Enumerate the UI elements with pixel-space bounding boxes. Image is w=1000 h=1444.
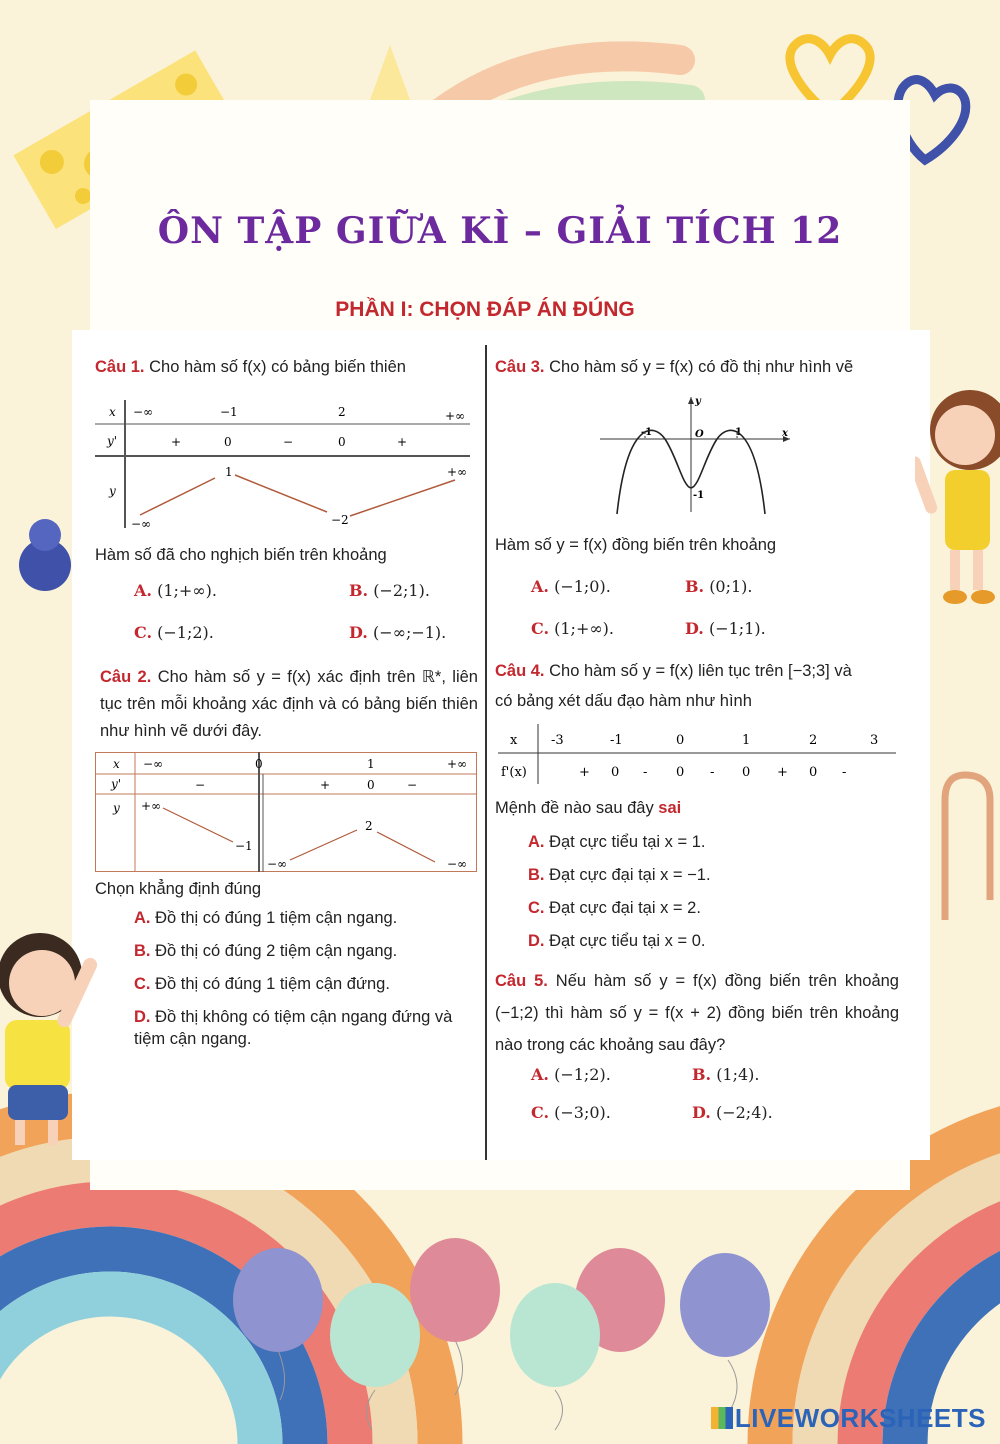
q2-option-d-label: D. (134, 1008, 151, 1026)
q4-option-d[interactable] (528, 930, 706, 952)
q1-yp-val: + (171, 435, 182, 449)
q4-fp-val: - (643, 765, 648, 780)
q5-option-c[interactable] (531, 1102, 611, 1124)
q1-x-head: x (109, 405, 116, 419)
q3-tick: 1 (735, 427, 742, 438)
q3-option-d[interactable] (685, 618, 766, 640)
q1-option-d-label: D. (349, 623, 368, 642)
q4-label: Câu 4. (495, 662, 545, 680)
q4-x-val: -3 (551, 733, 564, 748)
q2-option-b-label: B. (134, 942, 151, 960)
q4-stem-line2: có bảng xét dấu đạo hàm như hình (495, 692, 752, 710)
q4-fp-val: 0 (742, 765, 751, 780)
q4-x-val: 0 (676, 733, 685, 748)
q3-x-axis-label: x (782, 428, 788, 439)
q3-tick: -1 (641, 427, 653, 438)
q2-option-a-text: Đồ thị có đúng 1 tiệm cận ngang. (155, 909, 398, 927)
q1-option-c-text: (−1;2). (157, 623, 214, 642)
q5-option-a-label: A. (531, 1065, 549, 1084)
q4-fp-val: 0 (611, 765, 620, 780)
q4-text1: Cho hàm số y = f(x) liên tục trên [−3;3] và (549, 662, 852, 680)
q2-option-c-text: Đồ thị có đúng 1 tiệm cận đứng. (155, 975, 390, 993)
q2-option-a-label: A. (134, 909, 151, 927)
q4-option-b[interactable] (528, 864, 711, 886)
q1-option-b-text: (−2;1). (373, 581, 430, 600)
q5-stem (495, 965, 899, 1061)
q2-yp-val: 0 (367, 778, 375, 792)
paperclip-icon (945, 775, 990, 920)
q4-fp-val: 0 (809, 765, 818, 780)
q2-x-val: 1 (367, 757, 375, 771)
q1-yp-head: y' (107, 434, 118, 448)
q4-fp-val: + (777, 765, 788, 780)
q4-option-d-label: D. (528, 932, 545, 950)
q2-option-b-text: Đồ thị có đúng 2 tiệm cận ngang. (155, 942, 398, 960)
q1-y-val: −∞ (131, 517, 152, 531)
q3-prompt: Hàm số y = f(x) đồng biến trên khoảng (495, 536, 777, 554)
q5-option-b[interactable] (692, 1064, 760, 1086)
flower-icon (19, 519, 71, 591)
page-title: ÔN TẬP GIỮA KÌ – GIẢI TÍCH 12 (157, 210, 843, 252)
q1-x-val: 2 (338, 405, 346, 419)
q2-option-d-text: Đồ thị không có tiệm cận ngang đứng và tiệm cận ngang. (134, 1008, 453, 1048)
brand-watermark (711, 1403, 986, 1434)
brand-text: LIVEWORKSHEETS (734, 1403, 986, 1433)
q3-y-axis-label: y (695, 396, 701, 407)
q4-prompt (495, 797, 681, 819)
q4-option-b-text: Đạt cực đại tại x = −1. (549, 866, 711, 884)
q4-x-val: -1 (610, 733, 623, 748)
q5-option-a-text: (−1;2). (554, 1065, 611, 1084)
boy-illustration (0, 915, 115, 1145)
q5-option-c-label: C. (531, 1103, 550, 1122)
q1-y-head: y (109, 484, 116, 498)
q2-x-val: −∞ (143, 757, 164, 771)
q1-yp-val: − (283, 435, 294, 449)
q1-x-val: −1 (220, 405, 238, 419)
q1-stem (95, 356, 406, 378)
q3-option-b-text: (0;1). (709, 577, 753, 596)
q1-x-val: +∞ (445, 409, 466, 423)
q4-x-val: 3 (870, 733, 879, 748)
q3-option-c-text: (1;+∞). (554, 619, 614, 638)
q3-option-a[interactable] (531, 576, 611, 598)
q2-y-val: 2 (365, 819, 373, 833)
q4-fp-val: + (579, 765, 590, 780)
q2-option-c-label: C. (134, 975, 151, 993)
q2-prompt: Chọn khẳng định đúng (95, 880, 262, 898)
q2-y-val: −1 (235, 839, 253, 853)
q5-option-d-text: (−2;4). (715, 1103, 773, 1122)
q2-text: Cho hàm số y = f(x) xác định trên ℝ*, liên tục trên mỗi khoảng xác định và có bảng biến thiên như hình vẽ dưới đây. (100, 668, 478, 740)
q2-y-val: −∞ (267, 857, 288, 871)
q4-stem-line1 (495, 660, 852, 682)
q1-prompt: Hàm số đã cho nghịch biến trên khoảng (95, 546, 387, 564)
q4-option-b-label: B. (528, 866, 545, 884)
q2-option-c[interactable] (134, 973, 390, 995)
q3-tick: O (695, 429, 704, 440)
q1-option-c[interactable] (134, 622, 214, 644)
q3-option-d-text: (−1;1). (708, 619, 766, 638)
q5-option-d-label: D. (692, 1103, 711, 1122)
q4-prompt-main: Mệnh đề nào sau đây (495, 799, 654, 817)
q4-fp-head: f'(x) (501, 765, 527, 780)
q3-label: Câu 3. (495, 358, 545, 376)
q3-option-a-text: (−1;0). (554, 577, 611, 596)
q2-y-head: y (113, 801, 120, 815)
q3-option-b[interactable] (685, 576, 753, 598)
q1-yp-val: 0 (338, 435, 346, 449)
q3-text: Cho hàm số y = f(x) có đồ thị như hình vẽ (549, 358, 854, 376)
q1-yp-val: + (397, 435, 408, 449)
q2-yp-val: − (407, 778, 418, 792)
q4-prompt-emphasis: sai (658, 799, 682, 817)
q2-option-a[interactable] (134, 907, 397, 929)
q2-x-val: +∞ (447, 757, 468, 771)
q5-option-a[interactable] (531, 1064, 611, 1086)
q2-variation-table (95, 752, 478, 874)
q3-option-a-label: A. (531, 577, 549, 596)
q2-y-val: −∞ (447, 857, 468, 871)
q1-option-d-text: (−∞;−1). (372, 623, 447, 642)
q2-yp-val: + (320, 778, 331, 792)
q2-option-d[interactable] (134, 1006, 479, 1050)
brand-logo-icon (711, 1407, 733, 1429)
q3-option-c-label: C. (531, 619, 550, 638)
q1-y-val: +∞ (447, 465, 468, 479)
section-heading: PHẦN I: CHỌN ĐÁP ÁN ĐÚNG (335, 298, 635, 321)
girl-illustration (915, 375, 1000, 615)
q3-option-b-label: B. (685, 577, 705, 596)
q3-tick: -1 (693, 490, 705, 501)
q1-option-b-label: B. (349, 581, 369, 600)
q4-sign-table (498, 724, 898, 786)
q4-option-a-text: Đạt cực tiểu tại x = 1. (549, 833, 706, 851)
q5-option-c-text: (−3;0). (554, 1103, 611, 1122)
q1-option-b[interactable] (349, 580, 430, 602)
q1-option-a-text: (1;+∞). (157, 581, 217, 600)
q3-stem (495, 356, 853, 378)
q1-variation-table (95, 400, 475, 535)
q1-label: Câu 1. (95, 358, 145, 376)
q1-option-a[interactable] (134, 580, 217, 602)
q5-option-b-text: (1;4). (716, 1065, 760, 1084)
q1-option-a-label: A. (134, 581, 152, 600)
q4-fp-val: 0 (676, 765, 685, 780)
q4-option-c-text: Đạt cực đại tại x = 2. (549, 899, 701, 917)
q2-stem (100, 664, 478, 745)
q1-yp-val: 0 (224, 435, 232, 449)
q4-option-a[interactable] (528, 831, 706, 853)
q4-x-val: 1 (742, 733, 751, 748)
q4-x-head: x (510, 733, 518, 748)
q5-label: Câu 5. (495, 972, 548, 990)
q4-option-c[interactable] (528, 897, 701, 919)
q2-yp-val: − (195, 778, 206, 792)
q5-option-d[interactable] (692, 1102, 773, 1124)
q1-y-val: 1 (225, 465, 233, 479)
q4-x-val: 2 (809, 733, 818, 748)
q2-y-val: +∞ (141, 799, 162, 813)
q4-option-a-label: A. (528, 833, 545, 851)
q4-fp-val: - (842, 765, 847, 780)
q2-yp-head: y' (111, 777, 122, 791)
q4-option-d-text: Đạt cực tiểu tại x = 0. (549, 932, 706, 950)
q2-label: Câu 2. (100, 668, 152, 686)
q2-x-head: x (113, 757, 120, 771)
q2-x-val: 0 (255, 757, 263, 771)
q1-x-val: −∞ (133, 405, 154, 419)
q1-option-d[interactable] (349, 622, 446, 644)
q1-option-c-label: C. (134, 623, 153, 642)
q2-option-b[interactable] (134, 940, 397, 962)
q5-text: Nếu hàm số y = f(x) đồng biến trên khoảng (−1;2) thì hàm số y = f(x + 2) đồng biến trên khoảng nào trong các khoảng sau đây? (495, 972, 899, 1054)
q4-fp-val: - (710, 765, 715, 780)
q3-option-c[interactable] (531, 618, 614, 640)
q3-option-d-label: D. (685, 619, 704, 638)
q4-option-c-label: C. (528, 899, 545, 917)
q5-option-b-label: B. (692, 1065, 712, 1084)
column-divider (485, 345, 487, 1160)
q1-text: Cho hàm số f(x) có bảng biến thiên (149, 358, 406, 376)
q3-function-graph (595, 392, 795, 517)
q1-y-val: −2 (331, 513, 349, 527)
